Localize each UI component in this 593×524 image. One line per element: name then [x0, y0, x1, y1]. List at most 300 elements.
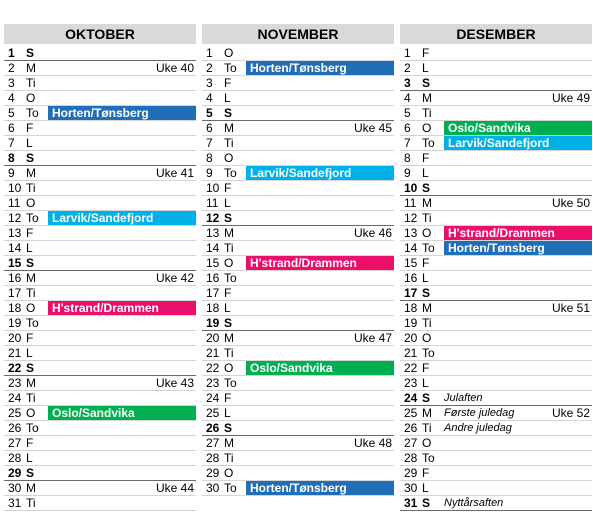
- weekday-label: O: [224, 256, 234, 270]
- day-number: 13: [206, 226, 220, 240]
- event-label: Larvik/Sandefjord: [48, 211, 196, 225]
- day-number: 19: [206, 316, 220, 330]
- event-label: Horten/Tønsberg: [48, 106, 196, 120]
- day-row: [4, 316, 196, 331]
- day-number: 3: [206, 76, 213, 90]
- day-number: 18: [404, 301, 418, 315]
- week-number: Uke 48: [353, 436, 392, 450]
- day-row: [400, 61, 592, 76]
- weekday-label: Ti: [26, 76, 36, 90]
- weekday-label: F: [26, 436, 34, 450]
- weekday-label: S: [422, 496, 431, 510]
- weekday-label: O: [26, 196, 36, 210]
- weekday-label: Ti: [422, 106, 432, 120]
- day-number: 5: [404, 106, 411, 120]
- day-list: [4, 46, 196, 511]
- day-number: 7: [404, 136, 411, 150]
- weekday-label: Ti: [224, 136, 234, 150]
- day-row: [4, 166, 196, 181]
- day-number: 22: [206, 361, 220, 375]
- weekday-label: Ti: [224, 241, 234, 255]
- day-number: 18: [206, 301, 220, 315]
- day-row: [202, 226, 394, 241]
- month-header: NOVEMBER: [202, 24, 394, 44]
- day-number: 6: [206, 121, 213, 135]
- day-number: 21: [404, 346, 418, 360]
- day-number: 8: [8, 151, 15, 165]
- day-number: 13: [404, 226, 418, 240]
- weekday-label: S: [422, 181, 431, 195]
- day-number: 21: [206, 346, 220, 360]
- day-row: [4, 346, 196, 361]
- weekday-label: F: [224, 391, 232, 405]
- day-row: [4, 406, 196, 421]
- weekday-label: S: [224, 211, 233, 225]
- day-number: 30: [404, 481, 418, 495]
- day-row: [400, 361, 592, 376]
- day-number: 11: [206, 196, 219, 210]
- day-row: [400, 91, 592, 106]
- holiday-label: Julaften: [444, 392, 483, 404]
- day-row: [400, 466, 592, 481]
- day-row: [4, 211, 196, 226]
- weekday-label: S: [26, 46, 35, 60]
- day-number: 16: [404, 271, 418, 285]
- weekday-label: M: [224, 436, 234, 450]
- day-row: [202, 271, 394, 286]
- day-number: 15: [8, 256, 22, 270]
- weekday-label: S: [224, 421, 233, 435]
- day-row: [400, 316, 592, 331]
- weekday-label: F: [224, 76, 232, 90]
- day-row: [4, 391, 196, 406]
- event-label: Larvik/Sandefjord: [246, 166, 394, 180]
- weekday-label: F: [422, 151, 430, 165]
- day-number: 8: [404, 151, 411, 165]
- day-number: 8: [206, 151, 213, 165]
- weekday-label: L: [224, 91, 231, 105]
- day-number: 20: [8, 331, 22, 345]
- day-number: 3: [8, 76, 15, 90]
- day-number: 5: [8, 106, 15, 120]
- weekday-label: F: [26, 331, 34, 345]
- day-number: 4: [206, 91, 213, 105]
- weekday-label: F: [422, 361, 430, 375]
- weekday-label: S: [422, 76, 431, 90]
- day-row: [4, 241, 196, 256]
- month-column-oktober: [4, 24, 196, 511]
- weekday-label: F: [422, 466, 430, 480]
- weekday-label: To: [26, 421, 39, 435]
- day-number: 2: [206, 61, 213, 75]
- weekday-label: L: [422, 271, 429, 285]
- day-number: 24: [8, 391, 22, 405]
- day-number: 20: [206, 331, 220, 345]
- week-number: Uke 47: [353, 331, 392, 345]
- weekday-label: To: [224, 166, 237, 180]
- day-number: 9: [404, 166, 411, 180]
- day-number: 11: [404, 196, 417, 210]
- day-row: [4, 106, 196, 121]
- weekday-label: To: [224, 61, 237, 75]
- weekday-label: S: [224, 106, 233, 120]
- event-label: Oslo/Sandvika: [246, 361, 394, 375]
- day-number: 29: [8, 466, 22, 480]
- day-row: [202, 136, 394, 151]
- day-number: 12: [8, 211, 22, 225]
- month-column-november: [202, 24, 394, 496]
- day-row: [400, 481, 592, 496]
- day-row: [202, 481, 394, 496]
- weekday-label: S: [26, 256, 35, 270]
- day-number: 15: [404, 256, 418, 270]
- weekday-label: S: [224, 316, 233, 330]
- day-number: 19: [8, 316, 22, 330]
- day-row: [400, 46, 592, 61]
- day-row: [4, 301, 196, 316]
- event-label: Horten/Tønsberg: [444, 241, 592, 255]
- day-row: [202, 46, 394, 61]
- weekday-label: To: [26, 106, 39, 120]
- day-row: [4, 151, 196, 166]
- day-row: [4, 256, 196, 271]
- weekday-label: O: [422, 226, 432, 240]
- day-number: 24: [206, 391, 220, 405]
- holiday-label: Nyttårsaften: [444, 497, 504, 509]
- day-number: 10: [8, 181, 22, 195]
- weekday-label: F: [224, 181, 232, 195]
- weekday-label: Ti: [422, 421, 432, 435]
- day-number: 25: [404, 406, 418, 420]
- day-row: [202, 256, 394, 271]
- event-label: Oslo/Sandvika: [444, 121, 592, 135]
- day-row: [4, 421, 196, 436]
- day-number: 9: [206, 166, 213, 180]
- day-row: [400, 256, 592, 271]
- day-number: 13: [8, 226, 22, 240]
- weekday-label: M: [26, 376, 36, 390]
- weekday-label: F: [26, 121, 34, 135]
- day-row: [202, 301, 394, 316]
- day-row: [400, 496, 592, 511]
- day-row: [4, 46, 196, 61]
- day-number: 2: [8, 61, 15, 75]
- day-number: 23: [206, 376, 220, 390]
- weekday-label: F: [422, 256, 430, 270]
- day-number: 14: [8, 241, 22, 255]
- day-row: [4, 271, 196, 286]
- day-row: [4, 61, 196, 76]
- day-row: [400, 241, 592, 256]
- day-row: [400, 346, 592, 361]
- day-number: 11: [8, 196, 21, 210]
- week-number: Uke 41: [155, 166, 194, 180]
- day-row: [4, 331, 196, 346]
- weekday-label: To: [422, 136, 435, 150]
- day-row: [400, 331, 592, 346]
- day-number: 14: [404, 241, 418, 255]
- day-number: 26: [8, 421, 22, 435]
- day-row: [202, 361, 394, 376]
- day-row: [202, 61, 394, 76]
- week-number: Uke 50: [551, 196, 590, 210]
- holiday-label: Første juledag: [444, 407, 515, 419]
- day-number: 16: [206, 271, 220, 285]
- weekday-label: To: [422, 346, 435, 360]
- day-number: 23: [404, 376, 418, 390]
- day-number: 26: [206, 421, 220, 435]
- weekday-label: S: [26, 466, 35, 480]
- weekday-label: L: [224, 196, 231, 210]
- day-row: [4, 91, 196, 106]
- day-number: 4: [8, 91, 15, 105]
- day-number: 1: [404, 46, 411, 60]
- day-row: [400, 166, 592, 181]
- day-row: [400, 181, 592, 196]
- weekday-label: M: [224, 121, 234, 135]
- weekday-label: To: [224, 481, 237, 495]
- weekday-label: S: [422, 286, 431, 300]
- holiday-label: Andre juledag: [444, 422, 512, 434]
- day-number: 17: [404, 286, 418, 300]
- weekday-label: Ti: [422, 211, 432, 225]
- day-row: [400, 211, 592, 226]
- day-number: 19: [404, 316, 418, 330]
- weekday-label: M: [26, 61, 36, 75]
- month-header: DESEMBER: [400, 24, 592, 44]
- day-row: [202, 166, 394, 181]
- day-row: [400, 271, 592, 286]
- day-row: [4, 436, 196, 451]
- day-number: 30: [8, 481, 22, 495]
- weekday-label: O: [224, 466, 234, 480]
- weekday-label: M: [422, 301, 432, 315]
- weekday-label: O: [26, 301, 36, 315]
- weekday-label: Ti: [422, 316, 432, 330]
- weekday-label: F: [26, 226, 34, 240]
- weekday-label: To: [224, 376, 237, 390]
- day-row: [400, 406, 592, 421]
- day-row: [202, 421, 394, 436]
- weekday-label: M: [422, 91, 432, 105]
- day-number: 16: [8, 271, 22, 285]
- weekday-label: M: [26, 481, 36, 495]
- day-number: 3: [404, 76, 411, 90]
- day-row: [4, 196, 196, 211]
- week-number: Uke 45: [353, 121, 392, 135]
- weekday-label: To: [422, 241, 435, 255]
- day-number: 9: [8, 166, 15, 180]
- day-row: [202, 346, 394, 361]
- weekday-label: F: [422, 46, 430, 60]
- day-number: 7: [8, 136, 15, 150]
- event-label: Larvik/Sandefjord: [444, 136, 592, 150]
- week-number: Uke 43: [155, 376, 194, 390]
- day-number: 1: [206, 46, 213, 60]
- day-row: [4, 226, 196, 241]
- day-row: [202, 181, 394, 196]
- weekday-label: To: [224, 271, 237, 285]
- day-number: 21: [8, 346, 22, 360]
- day-number: 6: [404, 121, 411, 135]
- weekday-label: L: [422, 61, 429, 75]
- day-row: [4, 451, 196, 466]
- day-number: 17: [206, 286, 220, 300]
- day-number: 29: [404, 466, 418, 480]
- day-number: 26: [404, 421, 418, 435]
- day-number: 29: [206, 466, 220, 480]
- day-row: [202, 286, 394, 301]
- day-row: [4, 361, 196, 376]
- weekday-label: L: [26, 451, 33, 465]
- day-row: [202, 151, 394, 166]
- day-number: 25: [206, 406, 220, 420]
- day-row: [202, 121, 394, 136]
- day-number: 2: [404, 61, 411, 75]
- month-header: OKTOBER: [4, 24, 196, 44]
- day-row: [400, 421, 592, 436]
- day-row: [4, 286, 196, 301]
- day-number: 28: [8, 451, 22, 465]
- day-row: [4, 466, 196, 481]
- weekday-label: Ti: [224, 346, 234, 360]
- day-number: 28: [404, 451, 418, 465]
- weekday-label: M: [224, 331, 234, 345]
- day-number: 22: [8, 361, 22, 375]
- weekday-label: S: [422, 391, 431, 405]
- weekday-label: L: [422, 481, 429, 495]
- day-row: [400, 226, 592, 241]
- day-row: [400, 76, 592, 91]
- day-row: [400, 136, 592, 151]
- day-row: [400, 451, 592, 466]
- day-number: 17: [8, 286, 22, 300]
- day-row: [400, 196, 592, 211]
- day-row: [4, 76, 196, 91]
- week-number: Uke 44: [155, 481, 194, 495]
- weekday-label: O: [224, 151, 234, 165]
- event-label: Horten/Tønsberg: [246, 61, 394, 75]
- day-row: [202, 451, 394, 466]
- day-row: [4, 136, 196, 151]
- month-column-desember: [400, 24, 592, 511]
- day-number: 12: [404, 211, 418, 225]
- day-row: [202, 466, 394, 481]
- weekday-label: L: [224, 301, 231, 315]
- weekday-label: O: [26, 91, 36, 105]
- day-row: [4, 496, 196, 511]
- weekday-label: Ti: [224, 451, 234, 465]
- day-number: 30: [206, 481, 220, 495]
- weekday-label: L: [422, 376, 429, 390]
- day-number: 12: [206, 211, 220, 225]
- day-number: 10: [404, 181, 418, 195]
- day-row: [202, 436, 394, 451]
- week-number: Uke 51: [551, 301, 590, 315]
- weekday-label: To: [422, 451, 435, 465]
- day-number: 31: [8, 496, 22, 510]
- day-number: 7: [206, 136, 213, 150]
- event-label: H'strand/Drammen: [444, 226, 592, 240]
- weekday-label: O: [224, 361, 234, 375]
- day-row: [202, 331, 394, 346]
- day-row: [400, 391, 592, 406]
- weekday-label: M: [26, 271, 36, 285]
- weekday-label: To: [26, 211, 39, 225]
- week-number: Uke 52: [551, 406, 590, 420]
- day-row: [400, 121, 592, 136]
- weekday-label: L: [422, 166, 429, 180]
- day-row: [202, 196, 394, 211]
- day-list: [400, 46, 592, 511]
- day-row: [400, 151, 592, 166]
- day-number: 23: [8, 376, 22, 390]
- weekday-label: S: [26, 151, 35, 165]
- weekday-label: L: [26, 136, 33, 150]
- day-number: 25: [8, 406, 22, 420]
- day-number: 4: [404, 91, 411, 105]
- day-row: [202, 316, 394, 331]
- weekday-label: M: [224, 226, 234, 240]
- day-row: [4, 376, 196, 391]
- day-number: 15: [206, 256, 220, 270]
- weekday-label: O: [422, 121, 432, 135]
- weekday-label: F: [224, 286, 232, 300]
- week-number: Uke 46: [353, 226, 392, 240]
- day-number: 1: [8, 46, 15, 60]
- weekday-label: M: [422, 196, 432, 210]
- day-row: [202, 211, 394, 226]
- week-number: Uke 42: [155, 271, 194, 285]
- weekday-label: O: [422, 436, 432, 450]
- event-label: H'strand/Drammen: [246, 256, 394, 270]
- weekday-label: Ti: [26, 391, 36, 405]
- day-number: 24: [404, 391, 418, 405]
- day-row: [202, 391, 394, 406]
- weekday-label: O: [224, 46, 234, 60]
- day-row: [202, 406, 394, 421]
- weekday-label: Ti: [26, 181, 36, 195]
- day-row: [4, 481, 196, 496]
- day-row: [400, 376, 592, 391]
- day-number: 20: [404, 331, 418, 345]
- weekday-label: Ti: [26, 496, 36, 510]
- weekday-label: Ti: [26, 286, 36, 300]
- weekday-label: To: [26, 316, 39, 330]
- day-row: [400, 286, 592, 301]
- day-row: [202, 76, 394, 91]
- day-number: 14: [206, 241, 220, 255]
- day-row: [400, 106, 592, 121]
- day-row: [202, 106, 394, 121]
- day-list: [202, 46, 394, 496]
- day-row: [202, 241, 394, 256]
- weekday-label: O: [26, 406, 36, 420]
- day-number: 6: [8, 121, 15, 135]
- weekday-label: L: [224, 406, 231, 420]
- day-row: [4, 121, 196, 136]
- day-number: 18: [8, 301, 22, 315]
- day-row: [4, 181, 196, 196]
- weekday-label: L: [26, 241, 33, 255]
- event-label: H'strand/Drammen: [48, 301, 196, 315]
- day-number: 28: [206, 451, 220, 465]
- day-number: 27: [404, 436, 418, 450]
- day-number: 5: [206, 106, 213, 120]
- weekday-label: M: [422, 406, 432, 420]
- event-label: Horten/Tønsberg: [246, 481, 394, 495]
- weekday-label: O: [422, 331, 432, 345]
